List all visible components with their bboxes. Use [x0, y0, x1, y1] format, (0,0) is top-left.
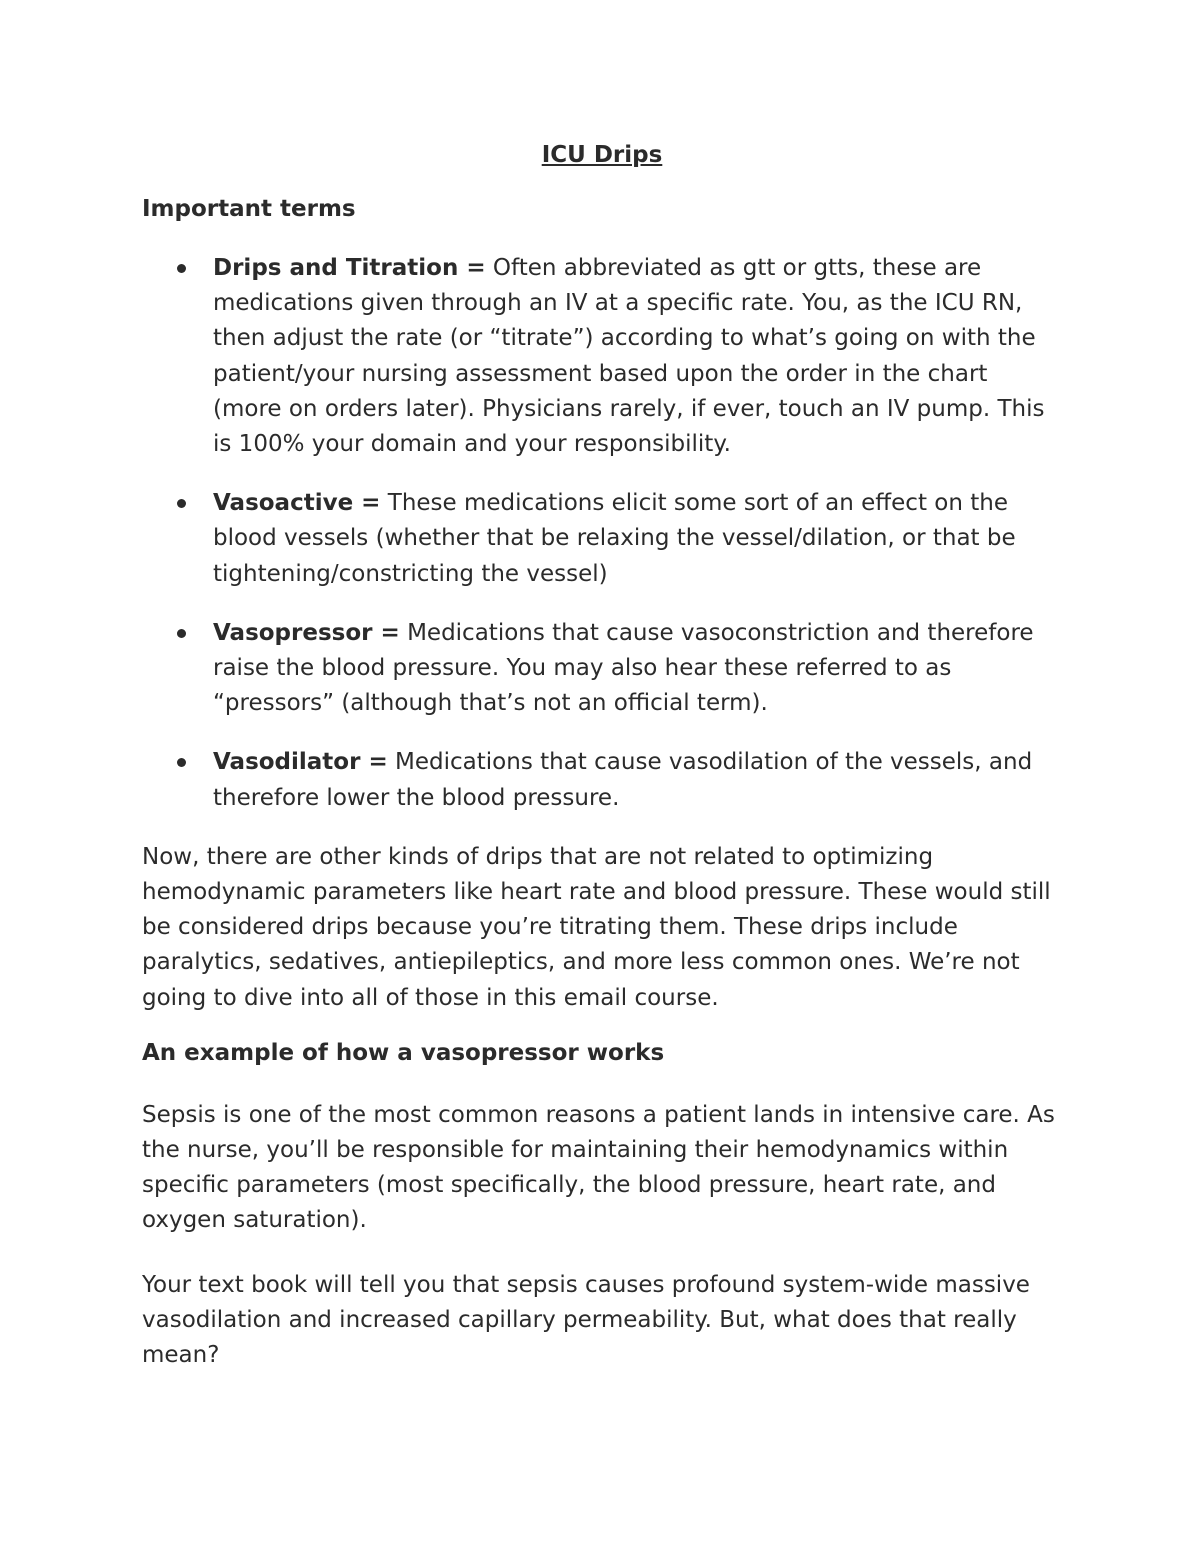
term-name: Vasoactive = — [213, 490, 381, 517]
bullet-icon — [177, 499, 186, 508]
bullet-icon — [177, 629, 186, 638]
terms-list — [142, 251, 1062, 816]
paragraph-textbook: Your text book will tell you that sepsis causes profound system-wide massive vasodilation and increased capillary permeability. But, what does that really mean? — [142, 1271, 1030, 1369]
term-item-vasodilator — [142, 745, 1062, 815]
term-item-vasoactive — [142, 486, 1062, 592]
term-definition: Often abbreviated as gtt or gtts, these are medications given through an IV at a specific rate. You, as the ICU RN, then adjust the rate (or “titrate”) according to what’s going on with the patient/your nursing assessment based upon the order in the chart (more on orders later). Physicians rarely, if ever, touch an IV pump. This is 100% your domain and your responsibility. — [213, 255, 1045, 458]
term-item-vasopressor — [142, 616, 1062, 722]
bullet-icon — [177, 264, 186, 273]
term-name: Drips and Titration = — [213, 255, 486, 281]
paragraph-sepsis: Sepsis is one of the most common reasons a patient lands in intensive care. As the nurse, you’ll be responsible for maintaining their hemodynamics within specific parameters (most specifically, the blood pressure, heart rate, and oxygen saturation). — [142, 1101, 1055, 1234]
term-name: Vasopressor = — [213, 619, 400, 646]
section-heading-vasopressor-example: An example of how a vasopressor works — [142, 1039, 665, 1066]
term-definition: Medications that cause vasoconstriction and therefore raise the blood pressure. You may also hear these referred to as “pressors” (although that’s not an official term). — [213, 619, 1034, 717]
term-definition: These medications elicit some sort of an effect on the blood vessels (whether that be relaxing the vessel/dilation, or that be tightening/constricting the vessel) — [213, 490, 1016, 587]
document-title: ICU Drips — [541, 142, 663, 168]
term-item-drips-titration — [142, 251, 1062, 462]
section-heading-important-terms: Important terms — [142, 196, 356, 222]
bullet-icon — [177, 758, 186, 767]
paragraph-other-drips: Now, there are other kinds of drips that are not related to optimizing hemodynamic parameters like heart rate and blood pressure. These would still be considered drips because you’re titrating them. These drips include paralytics, sedatives, antiepileptics, and more less common ones. We’re not going to dive into all of those in this email course. — [142, 843, 1051, 1011]
term-name: Vasodilator = — [213, 749, 388, 776]
document-page — [142, 138, 1062, 1393]
term-definition: Medications that cause vasodilation of the vessels, and therefore lower the blood pressure. — [213, 749, 1033, 811]
